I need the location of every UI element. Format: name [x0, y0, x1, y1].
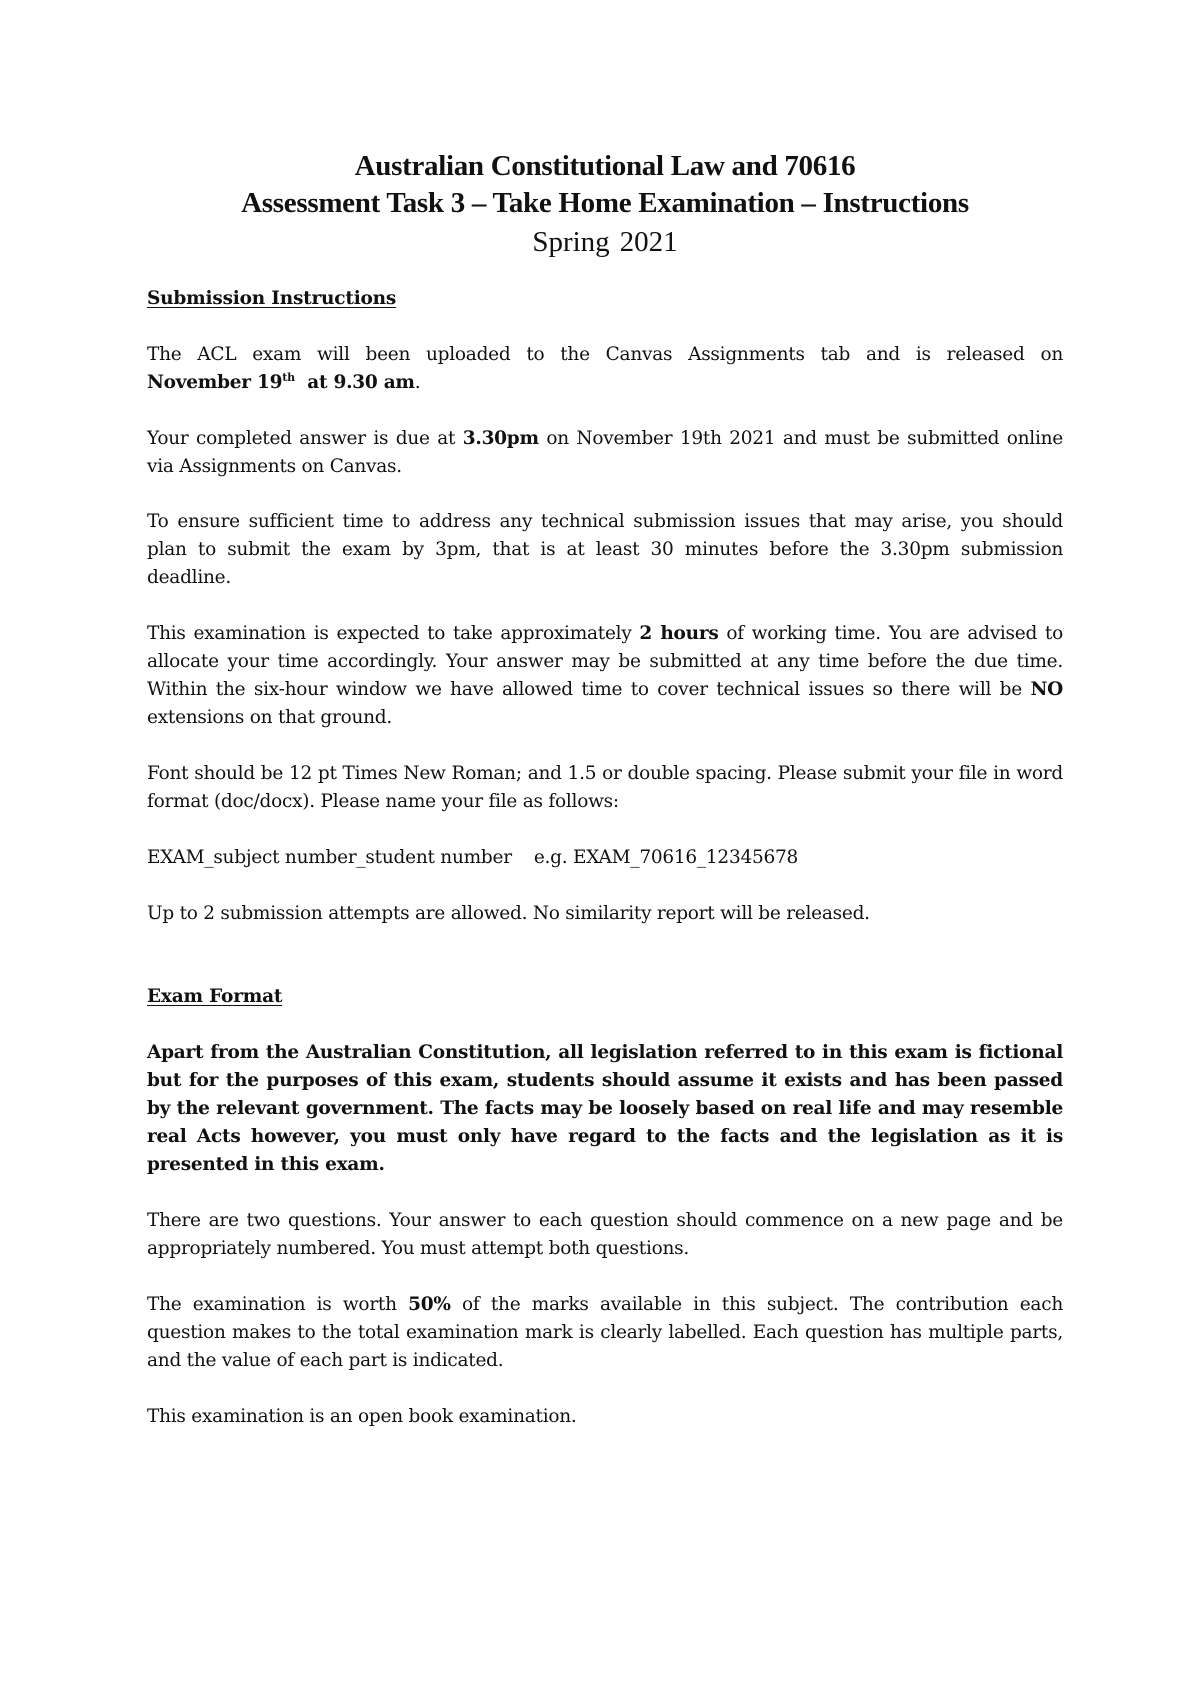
due-paragraph: Your completed answer is due at 3.30pm on November 19th 2021 and must be submitted online via Assignments on Canvas.	[147, 428, 1064, 477]
term-season: Spring	[532, 226, 610, 258]
attempts-paragraph: Up to 2 submission attempts are allowed. No similarity report will be released.	[147, 903, 870, 924]
plan-paragraph: To ensure sufficient time to address any technical submission issues that may arise, you should plan to submit the exam by 3pm, that is at least 30 minutes before the 3.30pm submission deadline.	[147, 511, 1063, 588]
term-year: 2021	[619, 226, 678, 258]
duration-hours: 2 hours	[639, 623, 719, 644]
weighting-paragraph: The examination is worth 50% of the marks available in this subject. The contribution each question makes to the total examination mark is clearly labelled. Each question has multiple parts, and the value of each part is indicated.	[147, 1294, 1063, 1371]
legislation-notice: Apart from the Australian Constitution, all legislation referred to in this exam is fictional but for the purposes of this exam, students should assume it exists and has been passed by the relevant government. The facts may be loosely based on real life and may resemble real Acts however, you must only have regard to the facts and the legislation as it is presented in this exam.	[147, 1042, 1063, 1175]
submission-instructions-heading: Submission Instructions	[147, 288, 397, 309]
file-name-pattern: EXAM_subject number_student number	[147, 847, 512, 868]
no-extensions: NO	[1030, 679, 1063, 700]
subject-title: Australian Constitutional Law and 70616	[354, 150, 856, 182]
duration-paragraph: This examination is expected to take approximately 2 hours of working time. You are advised to allocate your time accordingly. Your answer may be submitted at any time before the due time. Within the six-hour window we have allowed time to cover technical issues so there will be NO extensions on that ground.	[147, 623, 1063, 728]
weighting-percent: 50%	[408, 1294, 451, 1315]
assessment-title: Assessment Task 3 – Take Home Examination – Instructions	[241, 187, 969, 219]
font-paragraph: Font should be 12 pt Times New Roman; and 1.5 or double spacing. Please submit your file in word format (doc/docx). Please name your file as follows:	[147, 763, 1063, 812]
document-header	[147, 148, 1063, 262]
exam-format-heading: Exam Format	[147, 986, 283, 1007]
questions-paragraph: There are two questions. Your answer to each question should commence on a new page and be appropriately numbered. You must attempt both questions.	[147, 1210, 1063, 1259]
release-date: November 19th at 9.30 am	[147, 370, 415, 393]
file-name-example: e.g. EXAM_70616_12345678	[533, 847, 799, 868]
release-paragraph: The ACL exam will been uploaded to the Canvas Assignments tab and is released on November 19th at 9.30 am.	[147, 344, 1063, 393]
term-label	[147, 222, 1063, 262]
open-book-paragraph: This examination is an open book examination.	[147, 1406, 577, 1427]
file-name-format	[147, 844, 1063, 872]
due-time: 3.30pm	[462, 428, 539, 449]
